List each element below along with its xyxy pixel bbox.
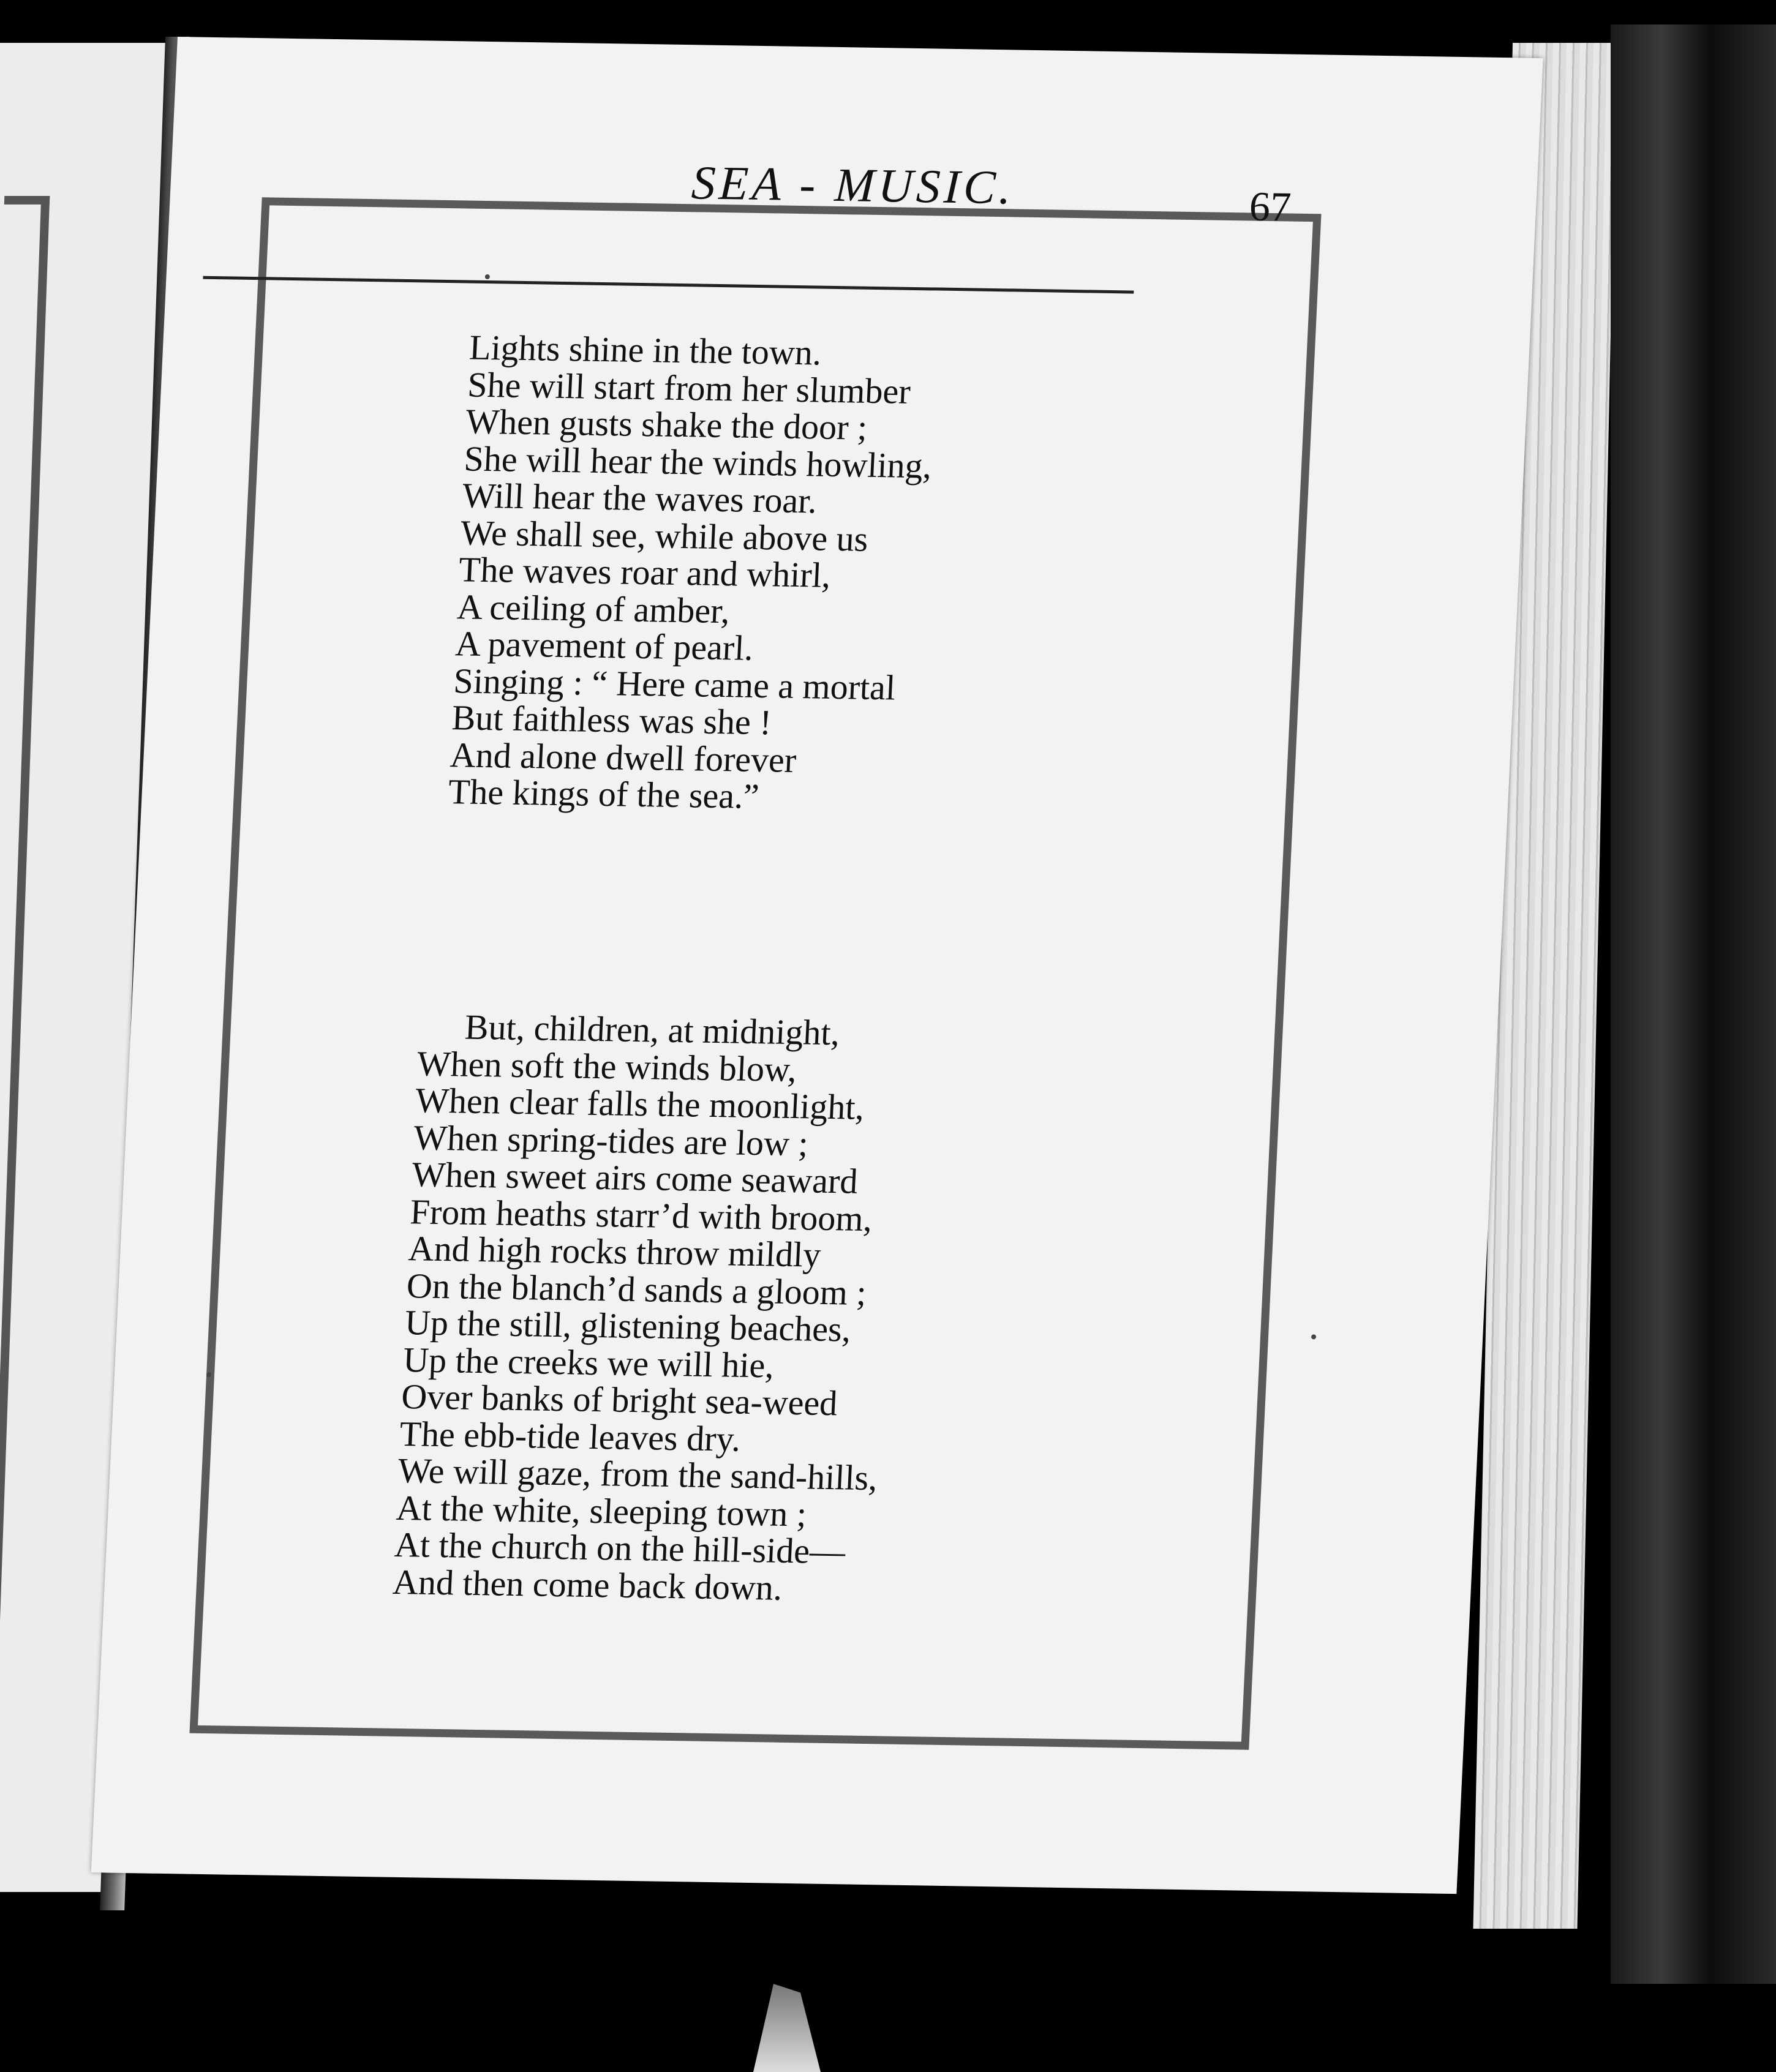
poem-line: And alone dwell forever — [449, 734, 797, 780]
poem-line: A ceiling of amber, — [456, 586, 731, 631]
poem-line: And then come back down. — [391, 1561, 783, 1608]
poem-line: Will hear the waves roar. — [461, 475, 818, 521]
poem-line: And high rocks throw mildly — [407, 1228, 822, 1275]
book-page — [91, 37, 1543, 1894]
poem-line: We shall see, while above us — [459, 512, 869, 559]
poem-line: On the blanch’d sands a gloom ; — [405, 1265, 868, 1313]
poem-line: She will hear the winds howling, — [463, 438, 933, 486]
poem-line: From heaths starr’d with broom, — [409, 1191, 873, 1239]
paper-speck — [1311, 1334, 1316, 1339]
page-title: SEA - MUSIC. — [690, 156, 1016, 214]
poem-line: But faithless was she ! — [451, 697, 773, 743]
poem-line: Up the creeks we will hie, — [402, 1339, 775, 1386]
poem-line: Over banks of bright sea-weed — [401, 1376, 838, 1424]
poem-line: We will gaze, from the sand-hills, — [397, 1450, 879, 1498]
stanza-2 — [392, 1008, 899, 1608]
poem-line: A pavement of pearl. — [454, 623, 754, 668]
book-cover-edge — [1611, 24, 1776, 1984]
poem-line: Lights shine in the town. — [468, 327, 822, 373]
poem-line: Singing : “ Here came a mortal — [453, 660, 897, 708]
poem-line: When clear falls the moonlight, — [414, 1080, 865, 1127]
left-page-border — [0, 196, 50, 1830]
page-number: 67 — [1248, 182, 1292, 230]
poem-line: When sweet airs come seaward — [411, 1154, 859, 1201]
poem-line: The waves roar and whirl, — [457, 549, 832, 595]
poem-line: Up the still, glistening beaches, — [404, 1302, 852, 1349]
poem-line: The ebb-tide leaves dry. — [399, 1413, 742, 1459]
poem-line: But, children, at midnight, — [464, 1007, 841, 1053]
running-head — [341, 149, 1311, 238]
stanza-1 — [448, 329, 938, 818]
poem-line: She will start from her slumber — [467, 364, 912, 411]
poem-line: When spring-tides are low ; — [413, 1117, 810, 1163]
poem-line: The kings of the sea.” — [447, 771, 760, 817]
poem-line: When gusts shake the door ; — [465, 401, 868, 448]
poem-line: At the white, sleeping town ; — [395, 1487, 808, 1534]
poem-line: At the church on the hill-side— — [393, 1524, 846, 1572]
poem-line: When soft the winds blow, — [416, 1043, 798, 1089]
page-shadow-mark — [753, 1984, 821, 2072]
